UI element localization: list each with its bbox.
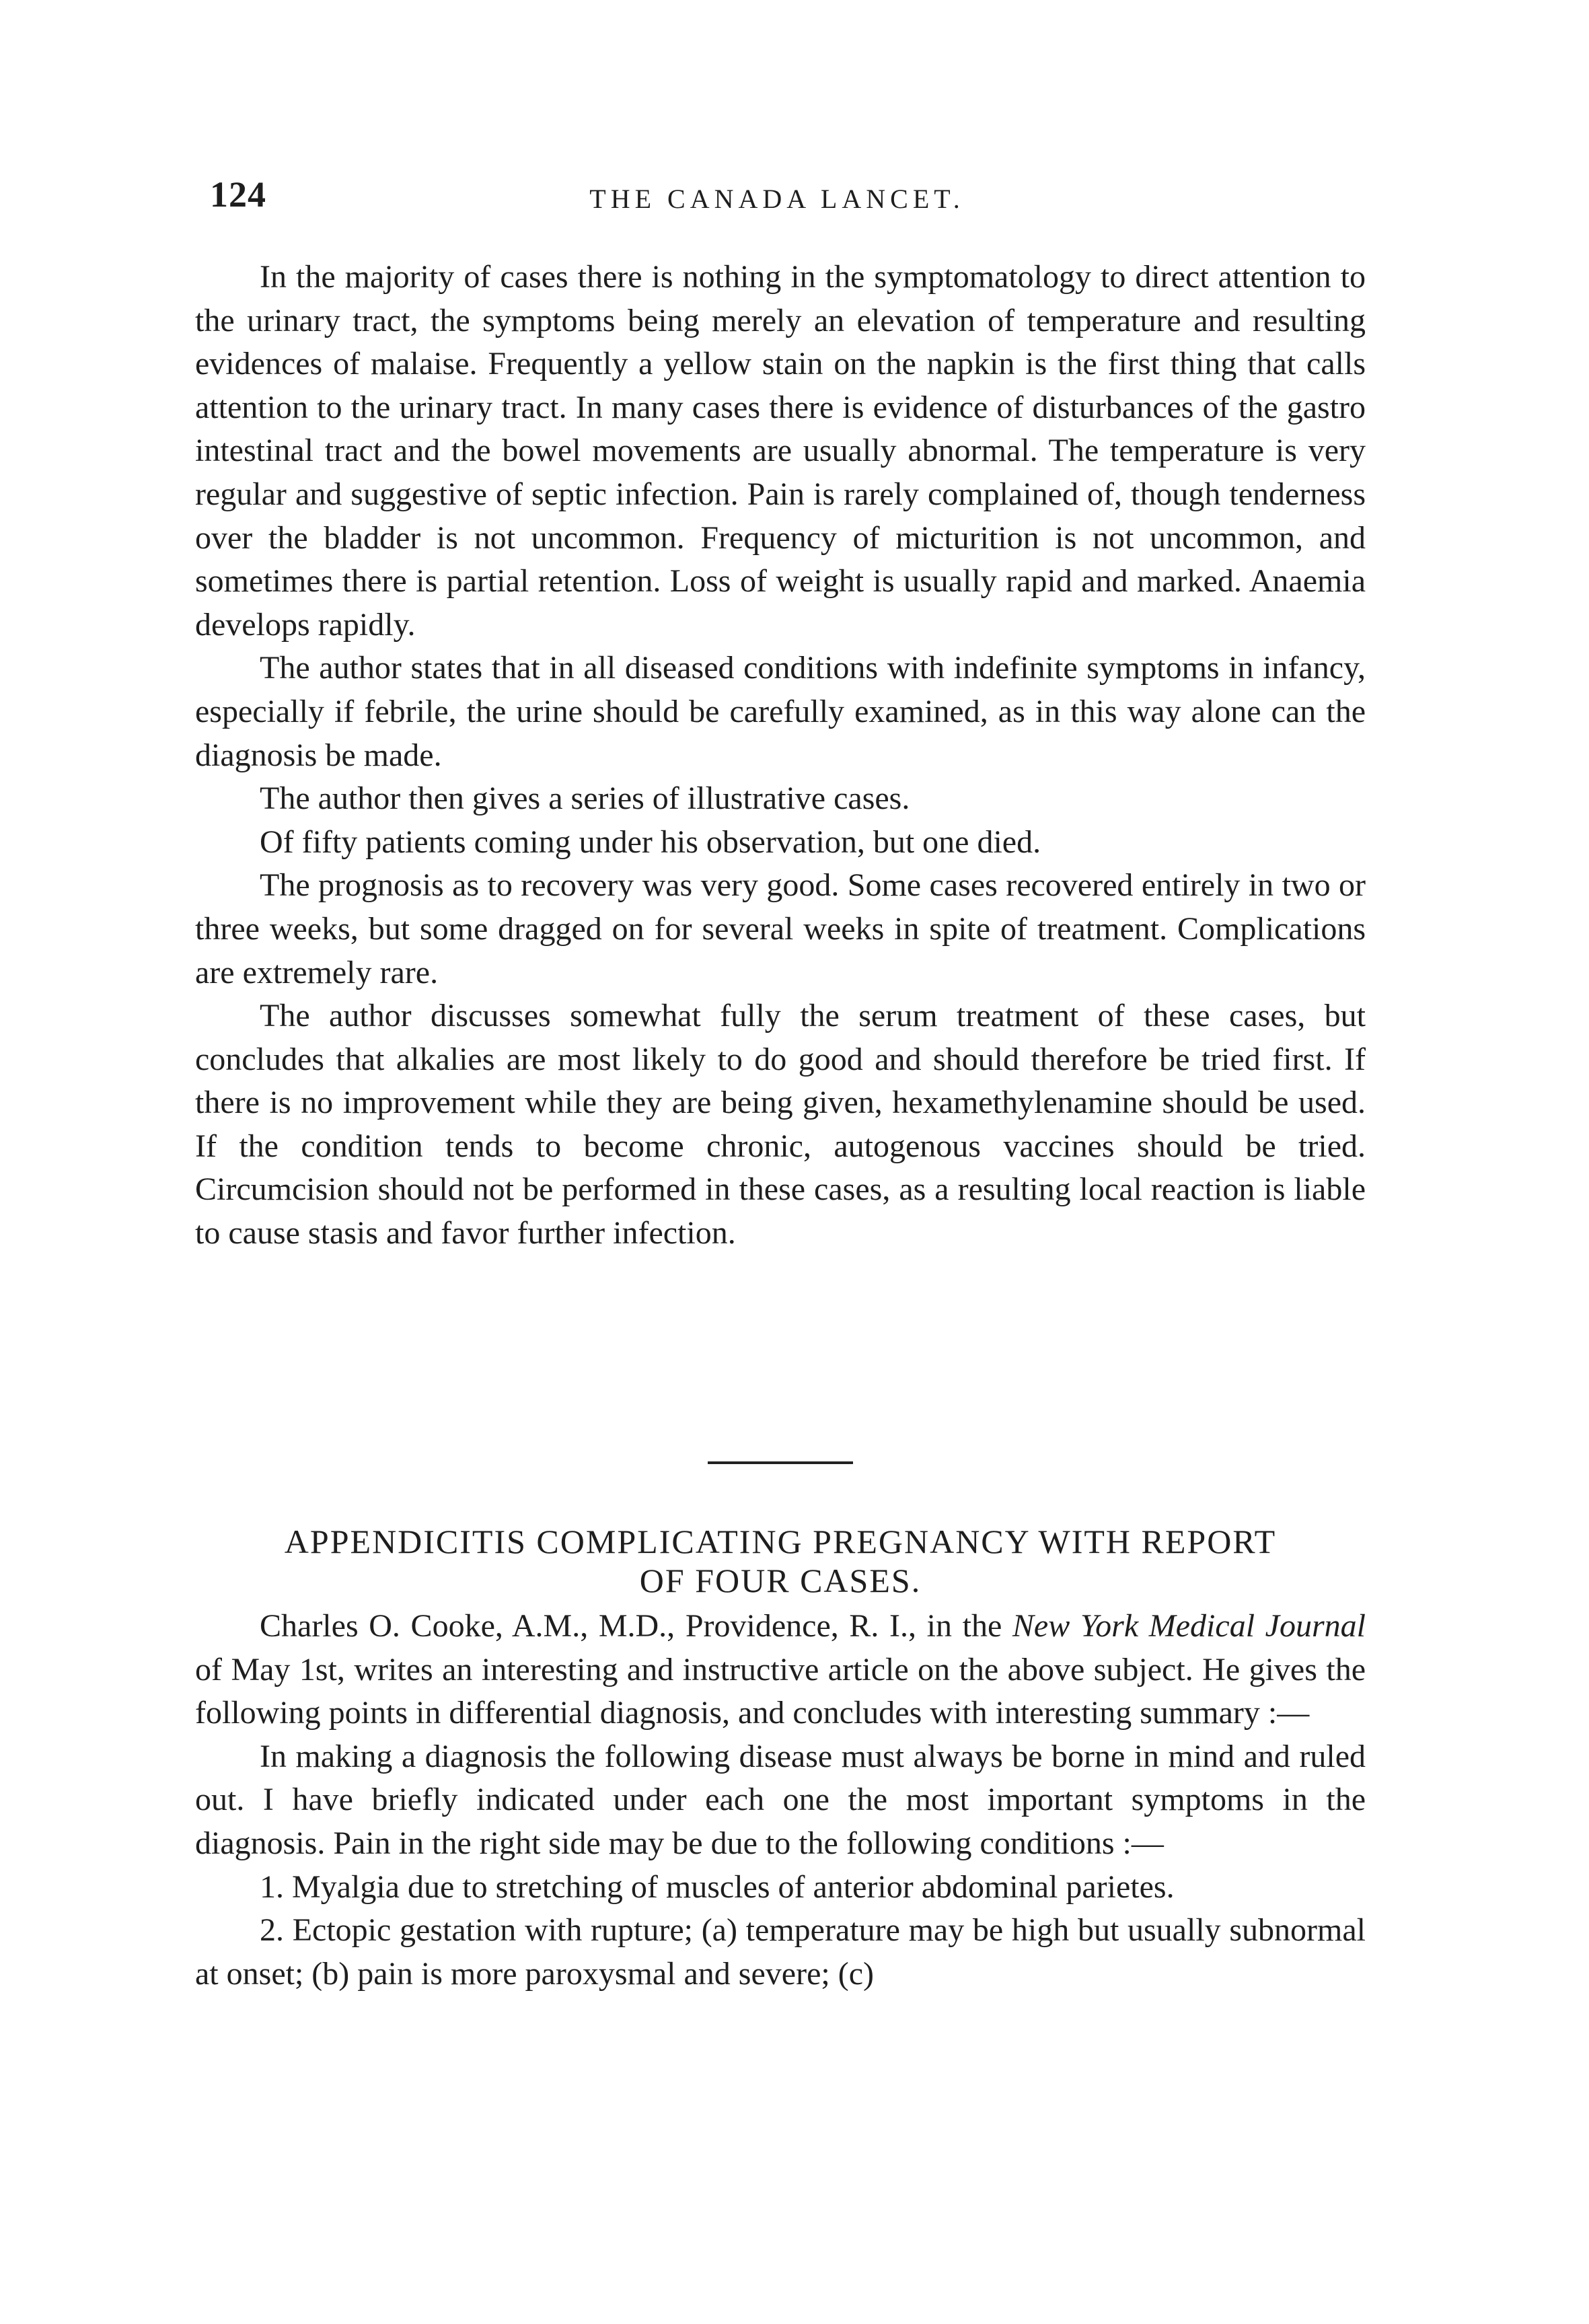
intro-text: Charles O. Cooke, A.M., M.D., Providence, R. I., in the — [260, 1608, 1012, 1644]
intro-paragraph — [195, 1605, 1366, 1735]
intro-text: of May 1st, writes an interesting and instructive article on the above subject. He gives the following points in differential diagnosis, and concludes with interesting summary :— — [195, 1651, 1366, 1731]
journal-title: New York Medical Journal — [1012, 1608, 1366, 1644]
list-item: 1. Myalgia due to stretching of muscles of anterior abdominal parietes. — [260, 1868, 1175, 1905]
section-divider — [708, 1461, 853, 1464]
article-body-urinary — [195, 256, 1366, 1256]
page-header — [195, 174, 1359, 227]
paragraph: In making a diagnosis the following disease must always be borne in mind and ruled out. I have briefly indicated under each one the most important symptoms in the diagnosis. Pain in the right side may be due to the following conditions :— — [195, 1738, 1366, 1861]
paragraph: In the majority of cases there is nothing in the symptomatology to direct attention to the urinary tract, the symptoms being merely an elevation of temperature and resulting evidences of malaise. Frequently a yellow stain on the napkin is the first thing that calls attention to the urinary tract. In many cases there is evidence of disturbances of the gastro intestinal tract and the bowel movements are usually abnormal. The temperature is very regular and suggestive of septic infection. Pain is rarely complained of, though tenderness over the bladder is not uncommon. Frequency of micturition is not uncommon, and sometimes there is partial retention. Loss of weight is usually rapid and marked. Anaemia develops rapidly. — [195, 259, 1366, 643]
paragraph: The author states that in all diseased conditions with indefinite symptoms in infancy, especially if febrile, the urine should be carefully examined, as in this way alone can the diagnosis be made. — [195, 650, 1366, 773]
list-item: 2. Ectopic gestation with rupture; (a) temperature may be high but usually subnormal at onset; (b) pain is more paroxysmal and severe; (c) — [195, 1912, 1366, 1992]
section-heading-line: APPENDICITIS COMPLICATING PREGNANCY WITH REPORT — [284, 1523, 1277, 1560]
running-title: THE CANADA LANCET. — [589, 184, 965, 214]
section-heading-line: OF FOUR CASES. — [639, 1562, 922, 1599]
paragraph: The prognosis as to recovery was very good. Some cases recovered entirely in two or three weeks, but some dragged on for several weeks in spite of treatment. Complications are extremely rare. — [195, 867, 1366, 990]
paragraph: The author discusses somewhat fully the serum treatment of these cases, but concludes that alkalies are most likely to do good and should therefore be tried first. If there is no improvement while they are being given, hexamethylenamine should be used. If the condition tends to become chronic, autogenous vaccines should be tried. Circumcision should not be performed in these cases, as a resulting local reaction is liable to cause stasis and favor further infection. — [195, 998, 1366, 1251]
page-number: 124 — [210, 174, 266, 215]
article-body-appendicitis — [195, 1605, 1366, 1996]
section-heading — [195, 1522, 1366, 1600]
paragraph: The author then gives a series of illustrative cases. — [260, 780, 910, 817]
paragraph: Of fifty patients coming under his observation, but one died. — [260, 824, 1041, 860]
